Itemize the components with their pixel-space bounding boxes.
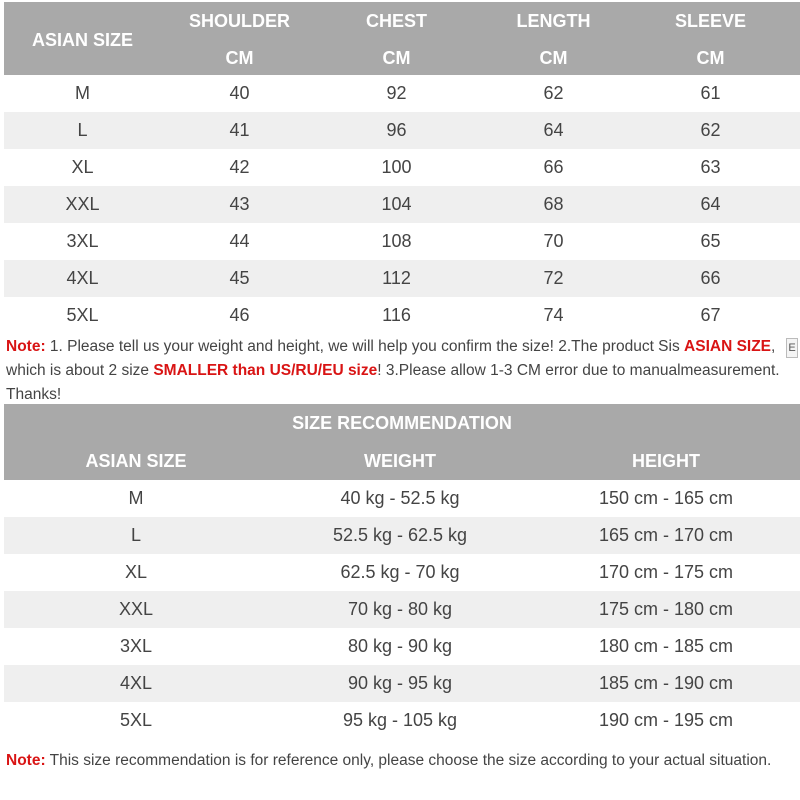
note-text-2: , which is about 2 size <box>6 338 776 379</box>
cell-length: 72 <box>543 268 564 288</box>
cell-size: 3XL <box>119 636 153 656</box>
cell-weight: 90 kg - 95 kg <box>347 673 453 693</box>
overflow-tag: E <box>786 338 798 358</box>
table-row <box>4 628 800 665</box>
note2-label: Note: <box>6 752 46 769</box>
cell-chest: 116 <box>382 305 411 325</box>
cell-chest: 96 <box>386 120 407 140</box>
cell-chest: 108 <box>381 231 412 251</box>
cell-size: 3XL <box>66 231 99 251</box>
cell-sleeve: 61 <box>700 83 721 103</box>
note-text-1: 1. Please tell us your weight and height, we will help you confirm the size! 2.The product Sis <box>45 338 685 355</box>
recommendation-title: SIZE RECOMMENDATION <box>4 404 800 442</box>
table-row <box>4 702 800 739</box>
cell-sleeve: 63 <box>700 157 721 177</box>
table-row <box>4 149 800 186</box>
cell-chest: 112 <box>382 268 411 288</box>
size-chart-table <box>4 2 800 334</box>
rec-header-asian-size: ASIAN SIZE <box>85 450 187 471</box>
cell-shoulder: 44 <box>229 231 250 251</box>
size-note <box>6 335 796 403</box>
cell-weight: 70 kg - 80 kg <box>347 599 453 619</box>
table-row <box>4 223 800 260</box>
table-row <box>4 554 800 591</box>
recommendation-header <box>4 442 800 480</box>
cell-shoulder: 45 <box>229 268 250 288</box>
cell-size: XL <box>124 562 148 582</box>
cell-length: 70 <box>543 231 564 251</box>
table-row <box>4 75 800 112</box>
cell-chest: 104 <box>381 194 412 214</box>
cell-shoulder: 42 <box>229 157 250 177</box>
cell-size: XXL <box>118 599 154 619</box>
cell-height: 180 cm - 185 cm <box>598 636 734 656</box>
header-sleeve: SLEEVE <box>674 11 747 31</box>
rec-header-height: HEIGHT <box>631 450 700 471</box>
cell-shoulder: 41 <box>229 120 250 140</box>
table-row <box>4 665 800 702</box>
cell-size: 4XL <box>66 268 99 288</box>
cell-size: L <box>77 120 88 140</box>
cell-size: 5XL <box>66 305 99 325</box>
cell-length: 68 <box>543 194 564 214</box>
table-row <box>4 112 800 149</box>
cell-length: 74 <box>543 305 564 325</box>
note2-text: This size recommendation is for reference only, please choose the size according to your actual situation. <box>45 752 772 769</box>
cell-length: 62 <box>543 83 564 103</box>
header-sleeve-unit: CM <box>696 48 725 68</box>
recommendation-note <box>6 749 792 773</box>
table-row <box>4 186 800 223</box>
cell-size: M <box>128 488 144 508</box>
rec-header-weight: WEIGHT <box>364 450 436 471</box>
table-row <box>4 591 800 628</box>
cell-height: 170 cm - 175 cm <box>598 562 734 582</box>
note-label: Note: <box>6 338 46 355</box>
cell-size: XL <box>71 157 94 177</box>
cell-height: 150 cm - 165 cm <box>598 488 734 508</box>
header-chest: CHEST <box>365 11 427 31</box>
header-shoulder-unit: CM <box>225 48 254 68</box>
cell-size: 4XL <box>119 673 153 693</box>
cell-shoulder: 40 <box>229 83 250 103</box>
cell-shoulder: 46 <box>229 305 250 325</box>
cell-size: XXL <box>65 194 100 214</box>
cell-chest: 100 <box>381 157 412 177</box>
header-chest-unit: CM <box>382 48 411 68</box>
cell-sleeve: 67 <box>700 305 721 325</box>
cell-size: L <box>130 525 141 545</box>
table-row <box>4 260 800 297</box>
cell-height: 175 cm - 180 cm <box>598 599 734 619</box>
cell-height: 185 cm - 190 cm <box>598 673 734 693</box>
header-length-unit: CM <box>539 48 568 68</box>
cell-weight: 52.5 kg - 62.5 kg <box>332 525 468 545</box>
cell-chest: 92 <box>386 83 407 103</box>
note-text-3: ! 3.Please allow 1-3 CM error due to manualmeasurement. Thanks! <box>6 362 780 403</box>
cell-weight: 40 kg - 52.5 kg <box>340 488 460 508</box>
cell-size: M <box>75 83 90 103</box>
table-row <box>4 297 800 334</box>
table-row <box>4 517 800 554</box>
table-row <box>4 480 800 517</box>
cell-size: 5XL <box>119 710 153 730</box>
size-recommendation-table <box>4 404 800 739</box>
header-length: LENGTH <box>516 11 591 31</box>
cell-length: 64 <box>543 120 564 140</box>
note-highlight-smaller: SMALLER than US/RU/EU size <box>153 362 378 379</box>
cell-sleeve: 66 <box>700 268 721 288</box>
cell-weight: 62.5 kg - 70 kg <box>340 562 460 582</box>
note-highlight-asian-size: ASIAN SIZE <box>684 338 772 355</box>
cell-sleeve: 65 <box>700 231 721 251</box>
header-asian-size: ASIAN SIZE <box>31 30 133 50</box>
cell-sleeve: 62 <box>700 120 721 140</box>
cell-length: 66 <box>543 157 564 177</box>
cell-weight: 95 kg - 105 kg <box>342 710 458 730</box>
size-chart-header <box>4 2 800 75</box>
cell-shoulder: 43 <box>229 194 250 214</box>
cell-height: 165 cm - 170 cm <box>598 525 734 545</box>
cell-height: 190 cm - 195 cm <box>598 710 734 730</box>
cell-sleeve: 64 <box>700 194 721 214</box>
header-shoulder: SHOULDER <box>188 11 290 31</box>
cell-weight: 80 kg - 90 kg <box>347 636 453 656</box>
